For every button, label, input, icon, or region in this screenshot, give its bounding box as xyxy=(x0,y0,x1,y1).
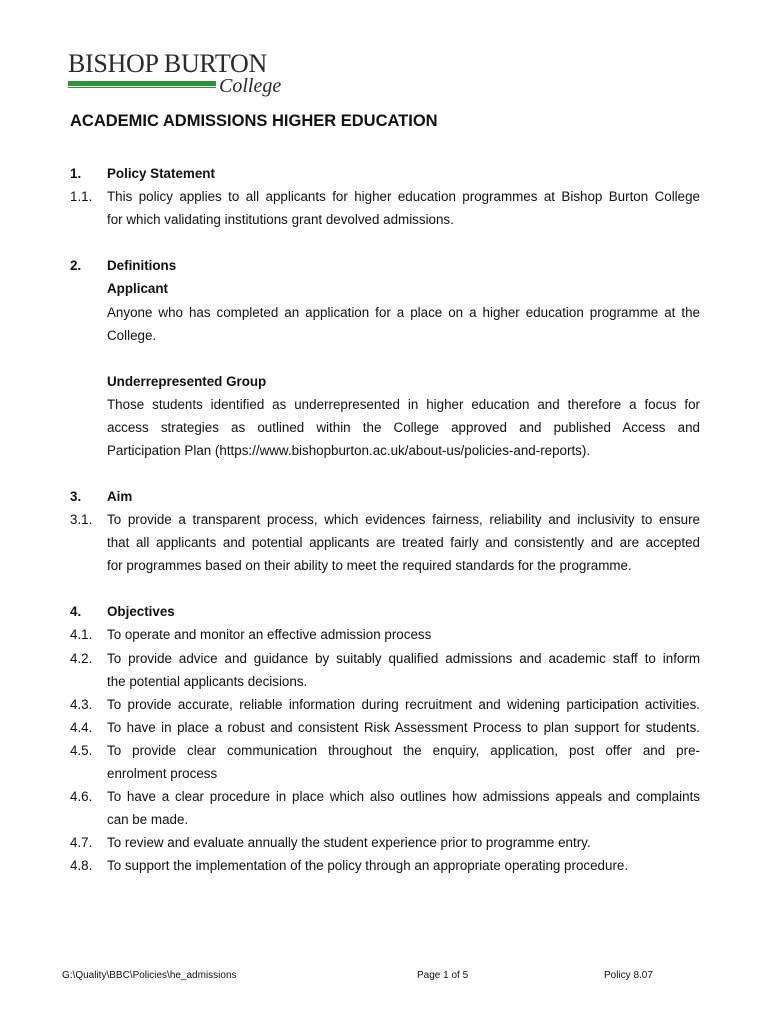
item-4-6-line-2: can be made. xyxy=(107,812,189,827)
section-2-number: 2. xyxy=(70,258,82,273)
logo-name: BISHOP BURTON xyxy=(68,49,267,78)
item-4-8-line-1: To support the implementation of the policy through an appropriate operating procedure. xyxy=(107,858,629,873)
definition-underrepresented-line-3: Participation Plan (https://www.bishopburton.ac.uk/about-us/policies-and-reports). xyxy=(107,443,591,458)
item-4-3-line-1: To provide accurate, reliable information during recruitment and widening participation activities. xyxy=(107,697,700,712)
item-1-1-number: 1.1. xyxy=(70,189,93,204)
logo-college: College xyxy=(219,75,282,97)
item-4-5-number: 4.5. xyxy=(70,743,93,758)
item-4-1-number: 4.1. xyxy=(70,627,93,642)
item-1-1-line-1: This policy applies to all applicants for higher education programmes at Bishop Burton College xyxy=(107,189,700,204)
item-3-1-number: 3.1. xyxy=(70,512,93,527)
section-3-heading: Aim xyxy=(107,489,133,504)
item-4-5-line-1: To provide clear communication throughout the enquiry, application, post offer and pre- xyxy=(107,743,700,758)
item-4-6-number: 4.6. xyxy=(70,789,93,804)
item-4-8-number: 4.8. xyxy=(70,858,93,873)
definition-underrepresented-line-2: access strategies as outlined within the College approved and published Access and xyxy=(107,420,700,435)
item-4-5-line-2: enrolment process xyxy=(107,766,218,781)
section-3-number: 3. xyxy=(70,489,82,504)
definition-underrepresented-line-1: Those students identified as underrepresented in higher education and therefore a focus for xyxy=(107,397,700,412)
footer-policy-number: Policy 8.07 xyxy=(604,970,653,981)
section-1-number: 1. xyxy=(70,166,82,181)
section-2-heading: Definitions xyxy=(107,258,177,273)
item-4-7-number: 4.7. xyxy=(70,835,93,850)
definition-applicant-line-1: Anyone who has completed an application for a place on a higher education programme at the xyxy=(107,305,700,320)
section-4-number: 4. xyxy=(70,604,82,619)
definition-underrepresented-term: Underrepresented Group xyxy=(107,374,267,389)
definition-applicant-term: Applicant xyxy=(107,281,169,296)
footer-path: G:\Quality\BBC\Policies\he_admissions xyxy=(62,970,237,981)
item-3-1-line-3: for programmes based on their ability to meet the required standards for the programme. xyxy=(107,558,632,573)
item-4-4-number: 4.4. xyxy=(70,720,93,735)
footer-page-number: Page 1 of 5 xyxy=(417,970,469,981)
definition-applicant-line-2: College. xyxy=(107,328,157,343)
section-4-heading: Objectives xyxy=(107,604,175,619)
logo-green-bar xyxy=(68,81,216,86)
item-4-4-line-1: To have in place a robust and consistent Risk Assessment Process to plan support for students. xyxy=(107,720,700,735)
item-4-6-line-1: To have a clear procedure in place which also outlines how admissions appeals and complaints xyxy=(107,789,700,804)
document-title: ACADEMIC ADMISSIONS HIGHER EDUCATION xyxy=(70,112,438,130)
item-4-2-line-1: To provide advice and guidance by suitably qualified admissions and academic staff to inform xyxy=(107,651,700,666)
item-3-1-line-2: that all applicants and potential applicants are treated fairly and consistently and are accepted xyxy=(107,535,700,550)
college-logo xyxy=(68,50,280,98)
item-1-1-line-2: for which validating institutions grant devolved admissions. xyxy=(107,212,454,227)
item-4-7-line-1: To review and evaluate annually the student experience prior to programme entry. xyxy=(107,835,591,850)
section-1-heading: Policy Statement xyxy=(107,166,215,181)
item-4-1-line-1: To operate and monitor an effective admission process xyxy=(107,627,432,642)
item-3-1-line-1: To provide a transparent process, which evidences fairness, reliability and inclusivity to ensure xyxy=(107,512,700,527)
item-4-3-number: 4.3. xyxy=(70,697,93,712)
item-4-2-number: 4.2. xyxy=(70,651,93,666)
item-4-2-line-2: the potential applicants decisions. xyxy=(107,674,308,689)
